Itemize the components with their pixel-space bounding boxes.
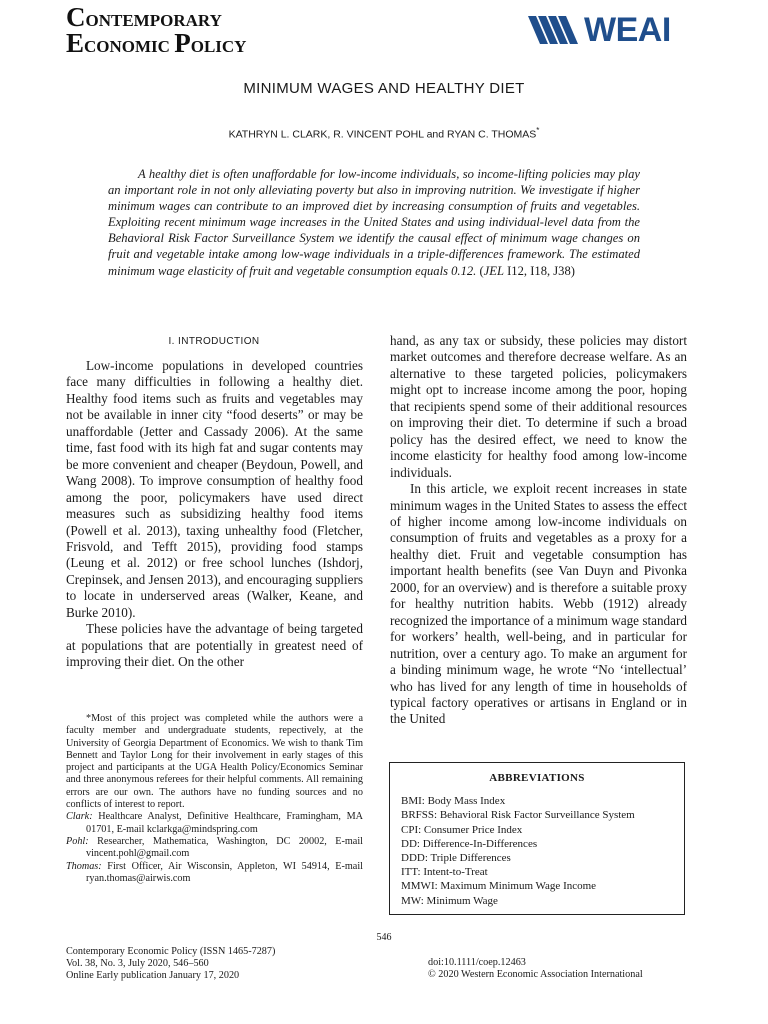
publication-journal-issn: Contemporary Economic Policy (ISSN 1465-7287) bbox=[66, 946, 276, 957]
author-names: KATHRYN L. CLARK, R. VINCENT POHL and RYAN C. THOMAS bbox=[228, 128, 537, 141]
journal-logo bbox=[66, 2, 366, 58]
abbreviation-item: ITT: Intent-to-Treat bbox=[401, 866, 488, 879]
journal-logo-line1: CONTEMPORARY bbox=[66, 2, 222, 32]
page-number: 546 bbox=[376, 932, 392, 943]
author-footnote bbox=[66, 713, 363, 885]
abbreviation-item: BRFSS: Behavioral Risk Factor Surveillance System bbox=[401, 809, 635, 822]
abstract-text: A healthy diet is often unaffordable for low-income individuals, so income-lifting policies may play an important role in not only alleviating poverty but also in improving nutrition. We investigate if higher minimum wages can contribute to an improved diet by increasing consumption of fruits and vegetables. Exploiting recent minimum wage increases in the United States and using individual-level data from the Behavioral Risk Factor Surveillance System we identify the causal effect of minimum wage changes on fruit and vegetable intake among low-wage individuals in a triple-differences framework. The estimated minimum wage elasticity of fruit and vegetable consumption equals 0.12. bbox=[108, 167, 640, 278]
doi: doi:10.1111/coep.12463 bbox=[428, 957, 526, 968]
publication-info bbox=[66, 946, 275, 983]
abstract: A healthy diet is often unaffordable for low-income individuals, so income-lifting policies may play an important role in not only alleviating poverty but also in improving nutrition. We investigate if higher minimum wages can contribute to an improved diet by increasing consumption of fruits and vegetables. Exploiting recent minimum wage increases in the United States and using individual-level data from the Behavioral Risk Factor Surveillance System we identify the causal effect of minimum wage changes on fruit and vegetable intake among low-wage individuals in a triple-differences framework. The estimated minimum wage elasticity of fruit and vegetable consumption equals 0.12. (JEL I12, I18, J38) bbox=[108, 167, 640, 278]
weai-chevron-icon bbox=[528, 16, 582, 44]
publication-volume: Vol. 38, No. 3, July 2020, 546–560 bbox=[66, 958, 209, 970]
abbreviations-box bbox=[389, 762, 685, 915]
article-title: MINIMUM WAGES AND HEALTHY DIET bbox=[243, 80, 525, 97]
jel-codes: I12, I18, J38) bbox=[503, 263, 575, 278]
abbreviation-item: DDD: Triple Differences bbox=[401, 852, 511, 865]
paragraph: In this article, we exploit recent increases in state minimum wages in the United States to assess the effect of higher income among low-income individuals on consumption of fruits and vegetables as a proxy for a healthy diet. Fruit and vegetable consumption has important health benefits (see Van Duyn and Pivonka 2000, for an overview) and is therefore a suitable proxy for healthy nutrition habits. Webb (1912) already recognized the importance of a minimum wage standard for workers’ health, well-being, and in particular for nutrition, over a century ago. To make an argument for a binding minimum wage, he wrote “No ‘intellectual’ who has lived for any length of time in households of typical factory operatives or artisans in England or in the United bbox=[390, 481, 687, 727]
abbreviation-item: BMI: Body Mass Index bbox=[401, 795, 506, 808]
article-authors bbox=[0, 126, 768, 141]
publication-doi-copyright bbox=[428, 957, 643, 981]
affiliation-pohl: Pohl: Researcher, Mathematica, Washington, DC 20002, E-mail vincent.pohl@gmail.com bbox=[66, 835, 363, 860]
affiliation-clark: Clark: Healthcare Analyst, Definitive Healthcare, Framingham, MA 01701, E-mail kclarkga@mindspring.com bbox=[66, 811, 363, 835]
body-column-left bbox=[66, 358, 363, 671]
abbreviation-item: MW: Minimum Wage bbox=[401, 894, 498, 907]
affiliation-thomas: Thomas: First Officer, Air Wisconsin, Appleton, WI 54914, E-mail ryan.thomas@airwis.com bbox=[66, 860, 363, 884]
abbreviation-item: DD: Difference-In-Differences bbox=[401, 837, 538, 850]
publication-online-date: Online Early publication January 17, 2020 bbox=[66, 970, 240, 982]
weai-logo-text: WEAI bbox=[584, 11, 671, 49]
copyright: © 2020 Western Economic Association International bbox=[428, 969, 643, 981]
abbreviation-item: CPI: Consumer Price Index bbox=[401, 823, 523, 836]
abbreviations-title: ABBREVIATIONS bbox=[489, 772, 585, 784]
jel-label: JEL bbox=[483, 263, 504, 278]
abbreviation-item: MMWI: Maximum Minimum Wage Income bbox=[401, 880, 597, 893]
author-footnote-mark: * bbox=[536, 126, 540, 135]
body-column-right bbox=[390, 333, 687, 728]
section-heading: I. INTRODUCTION bbox=[168, 336, 260, 347]
footnote-text: *Most of this project was completed while the authors were a faculty member and undergraduate students, repectively, at the University of Georgia Department of Economics. We wish to thank Tim Bennett and Taylor Long for their involvement in early stages of this project and participants at the UGA Health Policy/Economics Seminar and three anonymous referees for their helpful comments. All remaining errors are our own. The authors have no funding sources and no conflicts of interest to report. bbox=[66, 713, 363, 811]
paragraph: hand, as any tax or subsidy, these policies may distort market outcomes and therefore decrease welfare. As an alternative to these targeted policies, policymakers might opt to increase income among the poor, hoping that recipients spend some of their additional resources on improving their diet. To determine if such a broad policy has the desired effect, we need to know the income elasticity for healthy food among low-income individuals. bbox=[390, 333, 687, 480]
paragraph: These policies have the advantage of being targeted at populations that are potentially in greatest need of improving their diet. On the other bbox=[66, 621, 363, 670]
journal-logo-line2: ECONOMIC POLICY bbox=[66, 28, 247, 58]
paragraph: Low-income populations in developed countries face many difficulties in following a healthy diet. Healthy food items such as fruits and vegetables may not be available in inner city “food deserts” or may be unaffordable (Jetter and Cassady 2006). At the same time, fast food with its high fat and sugar contents may be more convenient and cheaper (Beydoun, Powell, and Wang 2008). To improve consumption of healthy food among the poor, policymakers have used direct measures such as subsidizing healthy food items (Powell et al. 2013), taxing unhealthy food (Fletcher, Frisvold, and Tefft 2015), providing food stamps (Leung et al. 2012) or free school lunches (Ishdorj, Crepinsek, and Jensen 2013), and encouraging suppliers to locate in underserved areas (Walker, Keane, and Burke 2010). bbox=[66, 358, 363, 620]
